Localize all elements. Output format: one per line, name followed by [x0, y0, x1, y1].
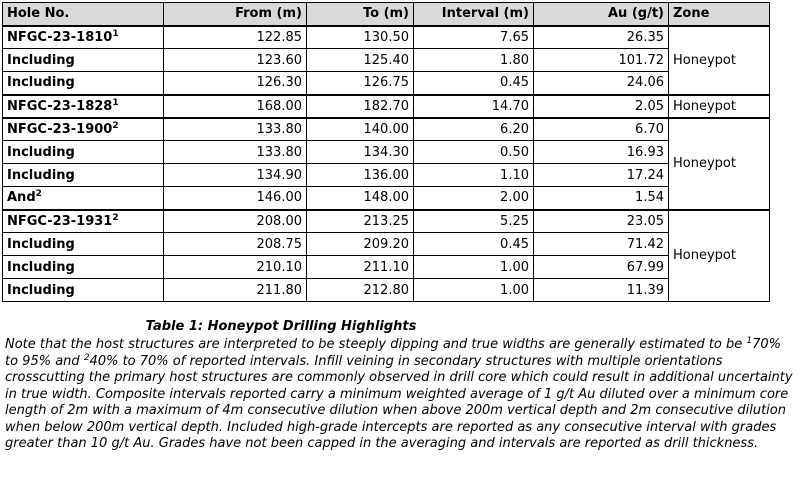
- footnote-marker: 2: [112, 212, 119, 223]
- note-text-2: 70% to 95% and: [5, 337, 782, 369]
- hole-cell: [3, 95, 164, 118]
- au-cell: 2.05: [534, 95, 669, 118]
- hole-label: NFGC-23-1931: [7, 213, 113, 229]
- interval-cell: 1.00: [414, 279, 534, 302]
- hole-label: NFGC-23-1900: [7, 121, 113, 137]
- drilling-highlights-table: [2, 2, 770, 302]
- to-cell: 126.75: [307, 72, 414, 95]
- from-cell: 133.80: [164, 118, 307, 141]
- table-row: [3, 26, 770, 49]
- from-cell: 123.60: [164, 49, 307, 72]
- to-cell: 182.70: [307, 95, 414, 118]
- interval-cell: 5.25: [414, 210, 534, 233]
- au-cell: 23.05: [534, 210, 669, 233]
- footnote-marker: 1: [112, 97, 119, 108]
- to-cell: 125.40: [307, 49, 414, 72]
- interval-cell: 2.00: [414, 187, 534, 210]
- to-cell: 212.80: [307, 279, 414, 302]
- interval-cell: 1.80: [414, 49, 534, 72]
- header-interval: Interval (m): [414, 3, 534, 26]
- hole-label: Including: [7, 282, 75, 298]
- au-cell: 26.35: [534, 26, 669, 49]
- from-cell: 146.00: [164, 187, 307, 210]
- footnote-marker: 2: [83, 352, 90, 363]
- table-row: [3, 210, 770, 233]
- footnote-marker: 1: [112, 28, 119, 39]
- au-cell: 1.54: [534, 187, 669, 210]
- header-hole-no: Hole No.: [3, 3, 164, 26]
- hole-label: And: [7, 190, 36, 206]
- to-cell: 140.00: [307, 118, 414, 141]
- to-cell: 130.50: [307, 26, 414, 49]
- table-row: [3, 141, 770, 164]
- to-cell: 209.20: [307, 233, 414, 256]
- au-cell: 67.99: [534, 256, 669, 279]
- au-cell: 24.06: [534, 72, 669, 95]
- interval-cell: 14.70: [414, 95, 534, 118]
- footnote-marker: 2: [35, 189, 42, 200]
- hole-label: NFGC-23-1828: [7, 98, 113, 114]
- header-zone: Zone: [669, 3, 770, 26]
- hole-label: Including: [7, 236, 75, 252]
- hole-cell: [3, 118, 164, 141]
- zone-cell: Honeypot: [669, 210, 770, 302]
- header-au: Au (g/t): [534, 3, 669, 26]
- table-caption: Table 1: Honeypot Drilling Highlights: [145, 319, 417, 334]
- hole-label: Including: [7, 144, 75, 160]
- header-to: To (m): [307, 3, 414, 26]
- table-row: [3, 118, 770, 141]
- from-cell: 208.75: [164, 233, 307, 256]
- hole-label: Including: [7, 52, 75, 68]
- from-cell: 134.90: [164, 164, 307, 187]
- from-cell: 168.00: [164, 95, 307, 118]
- hole-cell: [3, 26, 164, 49]
- zone-cell: Honeypot: [669, 95, 770, 118]
- interval-cell: 0.45: [414, 72, 534, 95]
- hole-label: NFGC-23-1810: [7, 29, 113, 45]
- au-cell: 16.93: [534, 141, 669, 164]
- from-cell: 210.10: [164, 256, 307, 279]
- from-cell: 208.00: [164, 210, 307, 233]
- interval-cell: 0.45: [414, 233, 534, 256]
- header-from: From (m): [164, 3, 307, 26]
- au-cell: 6.70: [534, 118, 669, 141]
- footnote-marker: 2: [112, 120, 119, 131]
- from-cell: 211.80: [164, 279, 307, 302]
- interval-cell: 1.00: [414, 256, 534, 279]
- hole-cell: [3, 210, 164, 233]
- au-cell: 11.39: [534, 279, 669, 302]
- table-row: [3, 187, 770, 210]
- to-cell: 136.00: [307, 164, 414, 187]
- table-row: [3, 49, 770, 72]
- interval-cell: 1.10: [414, 164, 534, 187]
- from-cell: 126.30: [164, 72, 307, 95]
- interval-cell: 6.20: [414, 118, 534, 141]
- au-cell: 17.24: [534, 164, 669, 187]
- note-text-1: Note that the host structures are interpreted to be steeply dipping and true widths are generally estimated to be: [5, 337, 747, 352]
- note-text-3: 40% to 70% of reported intervals. Infill veining in secondary structures with multiple orientations crosscutting the primary host structures are commonly observed in drill core which could result in additional uncertainty in true width. Composite intervals reported carry a minimum weighted average of 1 g/t Au diluted over a minimum core length of 2m with a maximum of 4m consecutive dilution when above 200m vertical depth and 2m consecutive dilution when below 200m vertical depth. Included high-grade intercepts are reported as any consecutive interval with grades greater than 10 g/t Au. Grades have not been capped in the averaging and intervals are reported as drill thickness.: [5, 353, 793, 451]
- table-row: [3, 72, 770, 95]
- from-cell: 122.85: [164, 26, 307, 49]
- hole-label: Including: [7, 167, 75, 183]
- footnote-paragraph: [5, 337, 795, 453]
- hole-cell: [3, 164, 164, 187]
- table-row: [3, 256, 770, 279]
- from-cell: 133.80: [164, 141, 307, 164]
- hole-cell: [3, 256, 164, 279]
- to-cell: 134.30: [307, 141, 414, 164]
- interval-cell: 0.50: [414, 141, 534, 164]
- table-row: [3, 164, 770, 187]
- hole-label: Including: [7, 75, 75, 91]
- hole-cell: [3, 279, 164, 302]
- table-header-row: [3, 3, 770, 26]
- au-cell: 101.72: [534, 49, 669, 72]
- hole-cell: [3, 72, 164, 95]
- zone-cell: Honeypot: [669, 118, 770, 210]
- au-cell: 71.42: [534, 233, 669, 256]
- to-cell: 213.25: [307, 210, 414, 233]
- table-row: [3, 279, 770, 302]
- hole-cell: [3, 187, 164, 210]
- footnote-marker: 1: [746, 336, 753, 346]
- hole-cell: [3, 233, 164, 256]
- hole-label: Including: [7, 259, 75, 275]
- to-cell: 148.00: [307, 187, 414, 210]
- zone-cell: Honeypot: [669, 26, 770, 95]
- table-row: [3, 95, 770, 118]
- interval-cell: 7.65: [414, 26, 534, 49]
- to-cell: 211.10: [307, 256, 414, 279]
- hole-cell: [3, 141, 164, 164]
- table-row: [3, 233, 770, 256]
- hole-cell: [3, 49, 164, 72]
